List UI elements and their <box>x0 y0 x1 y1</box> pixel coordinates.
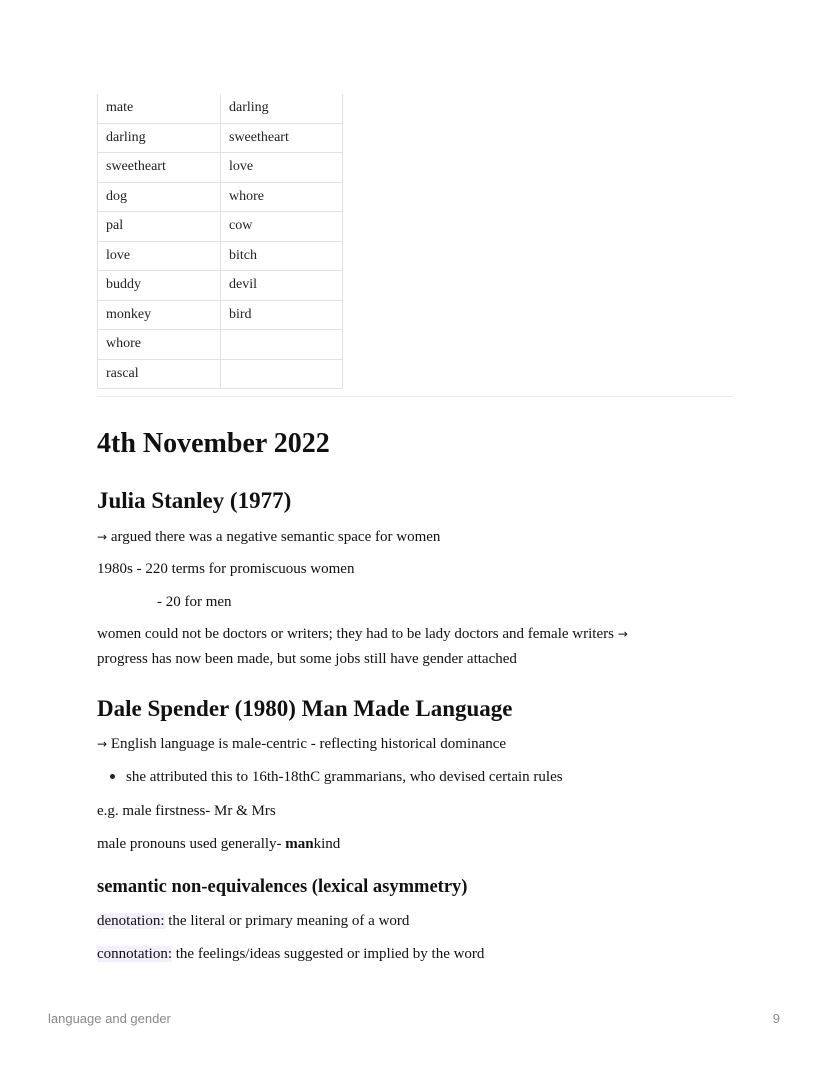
pronoun-bold: man <box>285 836 314 852</box>
bullet-icon <box>110 774 115 779</box>
table-row <box>98 359 343 389</box>
table-cell: whore <box>98 330 221 360</box>
connotation-definition: the feelings/ideas suggested or implied by the word <box>172 946 485 962</box>
pronoun-prefix: male pronouns used generally- <box>97 836 286 852</box>
stanley-heading: Julia Stanley (1977) <box>97 488 292 513</box>
stanley-paragraph-line1 <box>97 622 628 646</box>
denotation-definition: the literal or primary meaning of a word <box>164 913 410 929</box>
spender-point-text: English language is male-centric - reflecting historical dominance <box>110 736 507 752</box>
table-cell <box>221 330 343 360</box>
spender-pronouns <box>97 832 340 856</box>
table-cell: whore <box>221 182 343 212</box>
table-cell: love <box>98 241 221 271</box>
stanley-stat-men: - 20 for men <box>157 594 232 610</box>
stanley-paragraph-text: women could not be doctors or writers; they had to be lady doctors and female writers <box>97 626 614 642</box>
table-row <box>98 241 343 271</box>
table-row <box>98 123 343 153</box>
stanley-point-text: argued there was a negative semantic space for women <box>110 529 441 545</box>
stanley-point <box>97 525 440 549</box>
table-cell: mate <box>98 94 221 123</box>
arrow-icon: → <box>97 737 108 751</box>
pronoun-suffix: kind <box>313 836 341 852</box>
table-cell: rascal <box>98 359 221 389</box>
spender-bullet-text: she attributed this to 16th-18thC grammarians, who devised certain rules <box>126 769 563 785</box>
page-number: 9 <box>772 1011 780 1026</box>
spender-heading: Dale Spender (1980) Man Made Language <box>97 696 513 721</box>
table-row <box>98 182 343 212</box>
stanley-paragraph-line2: progress has now been made, but some jobs still have gender attached <box>97 651 517 667</box>
table-cell: buddy <box>98 271 221 301</box>
table-cell: love <box>221 153 343 183</box>
arrow-icon: → <box>97 530 108 544</box>
spender-example: e.g. male firstness- Mr & Mrs <box>97 803 276 819</box>
table-cell: bird <box>221 300 343 330</box>
table-cell <box>221 359 343 389</box>
denotation-line <box>97 909 409 933</box>
table-cell: devil <box>221 271 343 301</box>
table-row <box>98 94 343 123</box>
denotation-term: denotation: <box>97 913 165 929</box>
section-divider <box>97 396 733 397</box>
footer-title: language and gender <box>48 1011 171 1026</box>
connotation-line <box>97 942 484 966</box>
table-body <box>98 94 343 389</box>
table-row <box>98 330 343 360</box>
table-cell: monkey <box>98 300 221 330</box>
table-row <box>98 300 343 330</box>
word-comparison-table <box>97 94 343 389</box>
table-row <box>98 271 343 301</box>
date-heading: 4th November 2022 <box>97 428 330 459</box>
table-cell: cow <box>221 212 343 242</box>
spender-point <box>97 732 506 756</box>
table-cell: dog <box>98 182 221 212</box>
semantic-heading: semantic non-equivalences (lexical asymmetry) <box>97 877 468 897</box>
table-cell: sweetheart <box>98 153 221 183</box>
table-row <box>98 212 343 242</box>
table-cell: darling <box>221 94 343 123</box>
stanley-stat-women: 1980s - 220 terms for promiscuous women <box>97 561 355 577</box>
connotation-term: connotation: <box>97 946 172 962</box>
arrow-icon: → <box>617 627 628 641</box>
table-cell: pal <box>98 212 221 242</box>
table-row <box>98 153 343 183</box>
table-cell: darling <box>98 123 221 153</box>
table-cell: bitch <box>221 241 343 271</box>
table-cell: sweetheart <box>221 123 343 153</box>
